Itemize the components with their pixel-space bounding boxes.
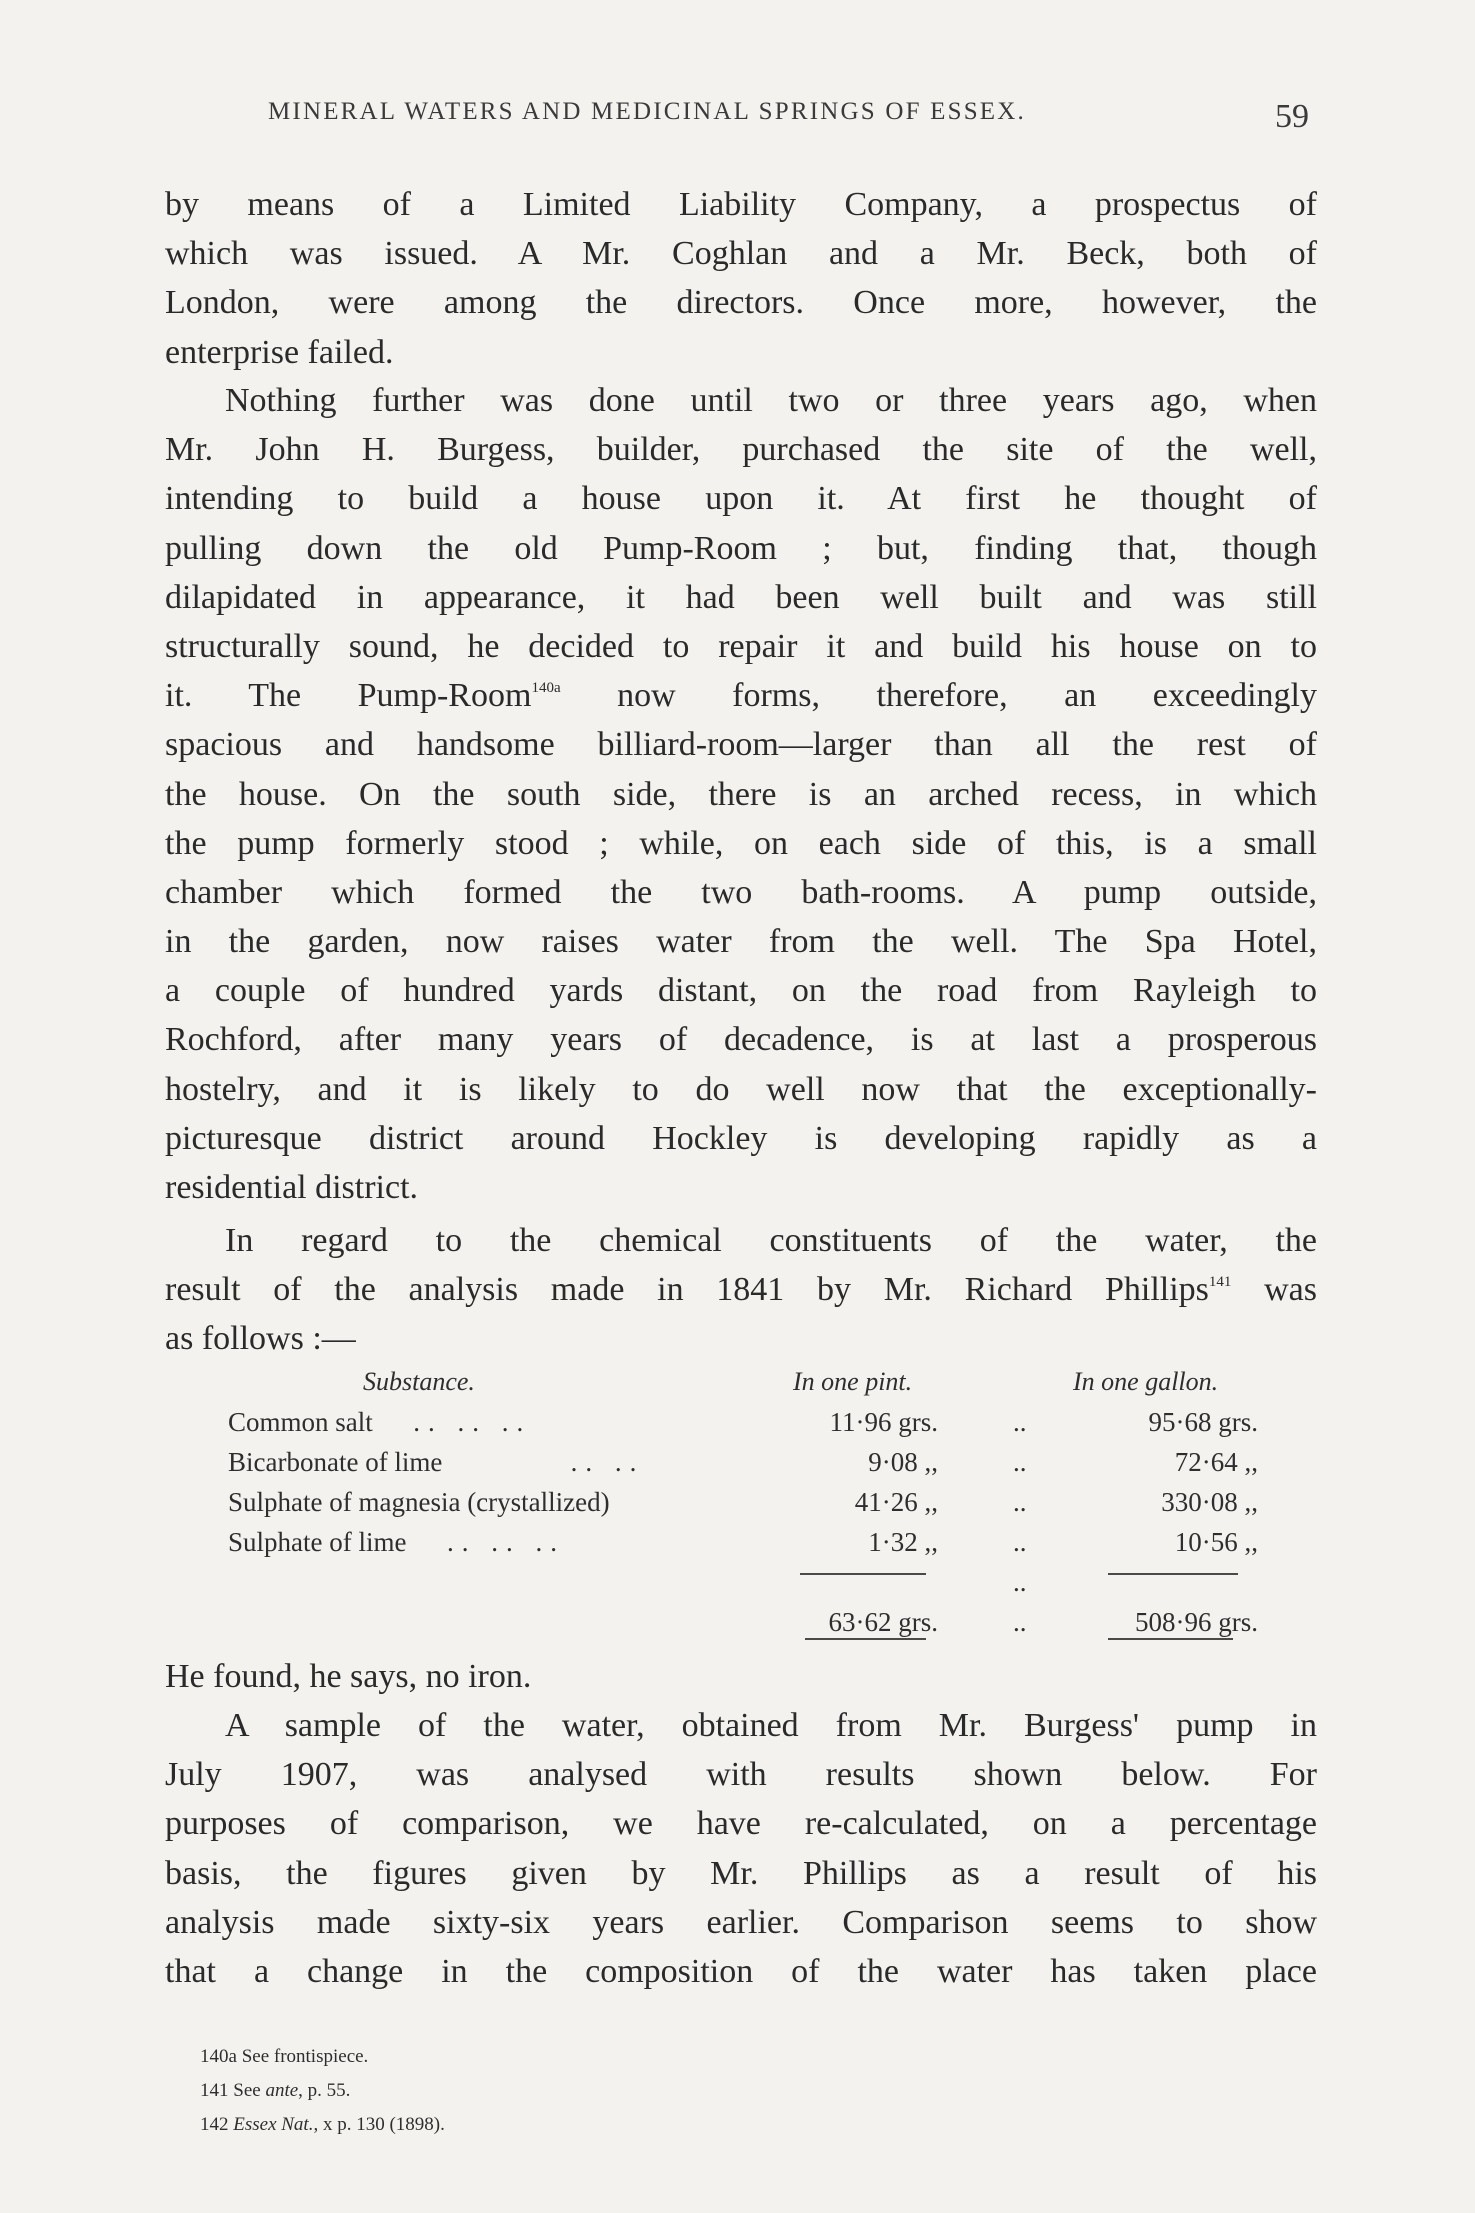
footnote-ref-141[interactable]: 141: [1208, 1274, 1232, 1291]
column-header-gallon: In one gallon.: [1073, 1367, 1219, 1396]
table-row: [228, 1482, 1258, 1522]
footnote-140a: [200, 2040, 445, 2074]
separator-cell: ..: [1013, 1527, 1027, 1557]
text-line: chamber which formed the two bath-rooms. A pump outside,: [165, 873, 1317, 911]
text-line: in the garden, now raises water from the well. The Spa Hotel,: [165, 923, 1317, 961]
substance-cell: [228, 1442, 644, 1482]
total-underline-pint: [805, 1638, 926, 1640]
dot-leader: .. ..: [570, 1447, 645, 1477]
table-row: [228, 1522, 1258, 1562]
text-line: hostelry, and it is likely to do well now that the exceptionally-: [165, 1070, 1317, 1108]
separator-cell: ..: [1013, 1407, 1027, 1437]
footnote-mark: 140a: [200, 2046, 237, 2067]
substance-cell: [228, 1402, 531, 1442]
table-header-row: [228, 1362, 1258, 1402]
table-rule-row: [228, 1562, 1258, 1602]
substance-label: Bicarbonate of lime: [228, 1447, 443, 1477]
text-line: purposes of comparison, we have re-calculated, on a percentage: [165, 1805, 1317, 1843]
analysis-table: [228, 1362, 1258, 1642]
text-line: that a change in the composition of the water has taken place: [165, 1952, 1317, 1990]
text-line: a couple of hundred yards distant, on the road from Rayleigh to: [165, 972, 1317, 1010]
text-line: the house. On the south side, there is an arched recess, in which: [165, 775, 1317, 813]
sum-rule-pint: [800, 1573, 926, 1575]
gallon-cell: 330·08 ,,: [1161, 1487, 1258, 1517]
footnote-text: , p. 55.: [298, 2080, 351, 2101]
footnote-141: [200, 2074, 445, 2108]
text-line: enterprise failed.: [165, 333, 394, 371]
footnote-142: [200, 2108, 445, 2142]
text-segment: result of the analysis made in 1841 by Mr. Richard Phillips: [165, 1271, 1209, 1309]
text-line: London, were among the directors. Once more, however, the: [165, 284, 1317, 322]
text-line: spacious and handsome billiard-room—larger than all the rest of: [165, 726, 1317, 764]
column-header-pint: In one pint.: [793, 1367, 913, 1396]
table-row: [228, 1442, 1258, 1482]
text-line: Rochford, after many years of decadence, is at last a prosperous: [165, 1021, 1317, 1059]
footnote-mark: 142: [200, 2114, 229, 2135]
substance-label: Sulphate of lime: [228, 1527, 407, 1557]
sum-rule-gallon: [1108, 1573, 1238, 1575]
paragraph-5: [165, 1701, 1317, 1996]
text-line: analysis made sixty-six years earlier. Comparison seems to show: [165, 1903, 1317, 1941]
text-line: Nothing further was done until two or three years ago, when: [225, 382, 1317, 419]
paragraph-3: [165, 1216, 1317, 1364]
text-line: the pump formerly stood ; while, on each side of this, is a small: [165, 824, 1317, 862]
text-line: as follows :—: [165, 1320, 356, 1358]
footnote-text: See: [233, 2080, 261, 2101]
text-line: In regard to the chemical constituents of the water, the: [225, 1222, 1317, 1259]
substance-label: Common salt: [228, 1407, 373, 1437]
text-line: Mr. John H. Burgess, builder, purchased the site of the well,: [165, 431, 1317, 469]
gallon-cell: 72·64 ,,: [1174, 1447, 1258, 1477]
separator-cell: ..: [1013, 1567, 1027, 1597]
text-segment: it. The Pump-Room: [165, 677, 532, 715]
text-line: intending to build a house upon it. At first he thought of: [165, 480, 1317, 518]
gallon-cell: 95·68 grs.: [1148, 1407, 1258, 1437]
pint-cell: 9·08 ,,: [868, 1447, 938, 1477]
text-line: structurally sound, he decided to repair it and build his house on to: [165, 627, 1317, 665]
page-number: 59: [1275, 98, 1309, 135]
footnote-italic: Essex Nat.: [233, 2114, 314, 2135]
substance-cell: [228, 1522, 565, 1562]
footnote-text: , x p. 130 (1898).: [313, 2114, 445, 2135]
paragraph-1: [165, 180, 1317, 377]
total-gallon-cell: 508·96 grs.: [1135, 1607, 1258, 1637]
pint-cell: 41·26 ,,: [854, 1487, 938, 1517]
separator-cell: ..: [1013, 1487, 1027, 1517]
text-line: which was issued. A Mr. Coghlan and a Mr. Beck, both of: [165, 235, 1317, 273]
table-total-row: [228, 1602, 1258, 1642]
pint-cell: 11·96 grs.: [829, 1407, 938, 1437]
paragraph-2: [165, 376, 1317, 1212]
gallon-cell: 10·56 ,,: [1174, 1527, 1258, 1557]
dot-leader: .. .. ..: [413, 1407, 532, 1437]
text-line: dilapidated in appearance, it had been well built and was still: [165, 578, 1317, 616]
dot-leader: .. .. ..: [446, 1527, 565, 1557]
footnotes: [200, 2040, 445, 2142]
footnote-text: See frontispiece.: [241, 2046, 369, 2067]
separator-cell: ..: [1013, 1447, 1027, 1477]
text-line: picturesque district around Hockley is developing rapidly as a: [165, 1119, 1317, 1157]
table-row: [228, 1402, 1258, 1442]
total-underline-gallon: [1108, 1638, 1233, 1640]
text-line: residential district.: [165, 1169, 419, 1206]
text-line: basis, the figures given by Mr. Phillips as a result of his: [165, 1854, 1317, 1892]
paragraph-4: [165, 1652, 1317, 1701]
separator-cell: ..: [1013, 1607, 1027, 1637]
text-line: [165, 1265, 1317, 1314]
column-header-substance: Substance.: [363, 1367, 475, 1396]
footnote-ref-140a[interactable]: 140a: [531, 680, 561, 697]
text-segment: was: [1231, 1271, 1317, 1309]
footnote-mark: 141: [200, 2080, 229, 2101]
substance-label: Sulphate of magnesia (crystallized): [228, 1487, 610, 1517]
text-line: pulling down the old Pump-Room ; but, finding that, though: [165, 529, 1317, 567]
footnote-italic: ante: [265, 2080, 299, 2101]
text-line: A sample of the water, obtained from Mr. Burgess' pump in: [225, 1707, 1317, 1744]
text-line: by means of a Limited Liability Company, a prospectus of: [165, 186, 1317, 223]
running-head: MINERAL WATERS AND MEDICINAL SPRINGS OF ESSEX.: [268, 98, 1026, 125]
text-segment: now forms, therefore, an exceedingly: [560, 677, 1317, 715]
text-line: [165, 671, 1317, 720]
pint-cell: 1·32 ,,: [868, 1527, 938, 1557]
text-line: He found, he says, no iron.: [165, 1658, 532, 1695]
text-line: July 1907, was analysed with results shown below. For: [165, 1756, 1317, 1794]
total-pint-cell: 63·62 grs.: [828, 1607, 938, 1637]
